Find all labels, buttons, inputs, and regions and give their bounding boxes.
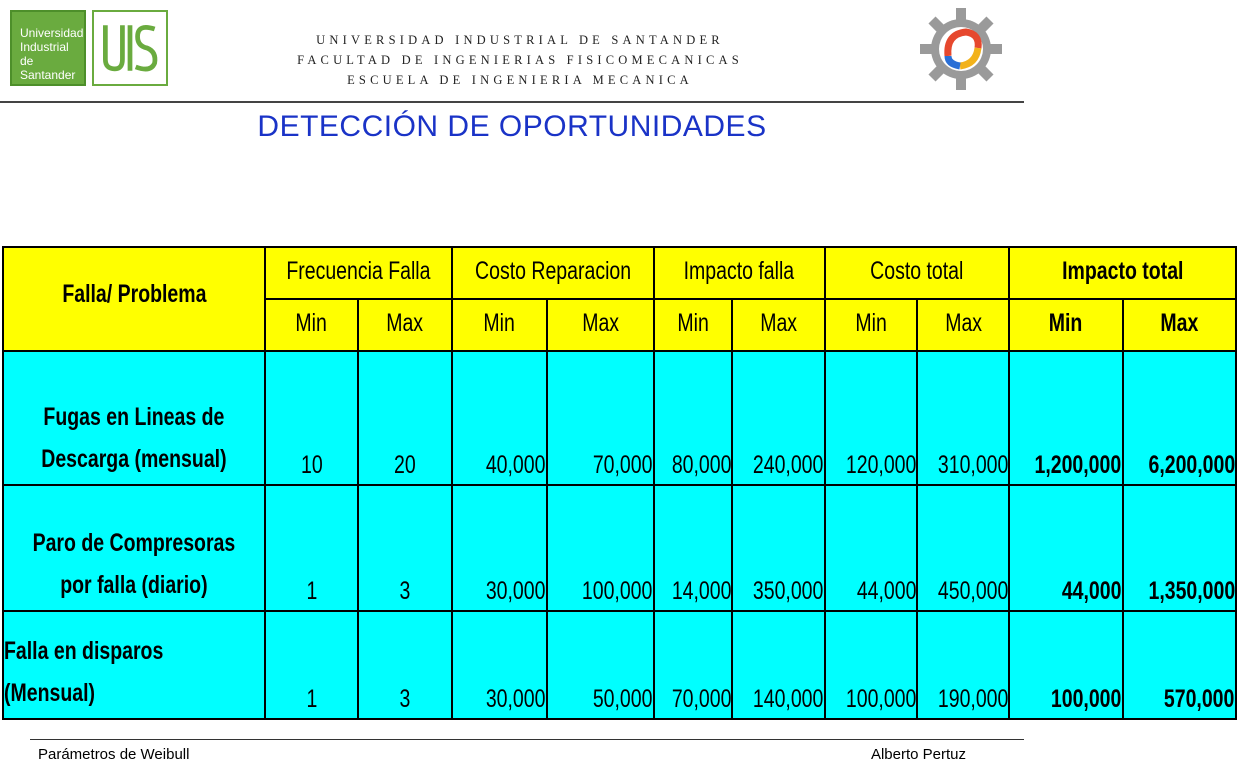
subheader-max: Max (732, 299, 824, 351)
subheader-max: Max (358, 299, 451, 351)
impact-cell: 1,200,000 (1009, 351, 1122, 485)
problem-cell: Fugas en Lineas de Descarga (mensual) (3, 351, 265, 485)
footer-divider (30, 739, 1024, 740)
value-cell: 70,000 (654, 611, 732, 719)
value-cell: 20 (358, 351, 451, 485)
column-group-frecuencia: Frecuencia Falla (265, 247, 452, 299)
value-cell: 240,000 (732, 351, 824, 485)
logo-line-2: Industrial de (20, 40, 69, 68)
column-group-costo-total: Costo total (825, 247, 1010, 299)
subheader-max: Max (1123, 299, 1236, 351)
value-cell: 70,000 (547, 351, 654, 485)
impact-cell: 570,000 (1123, 611, 1236, 719)
impact-cell: 1,350,000 (1123, 485, 1236, 611)
subheader-min: Min (654, 299, 732, 351)
value-cell: 3 (358, 485, 451, 611)
value-cell: 450,000 (917, 485, 1009, 611)
value-cell: 140,000 (732, 611, 824, 719)
impact-cell: 6,200,000 (1123, 351, 1236, 485)
subheader-min: Min (825, 299, 917, 351)
value-cell: 190,000 (917, 611, 1009, 719)
column-group-impacto-falla: Impacto falla (654, 247, 825, 299)
value-cell: 14,000 (654, 485, 732, 611)
table-row (3, 485, 1236, 611)
value-cell: 30,000 (452, 485, 547, 611)
page-title: DETECCIÓN DE OPORTUNIDADES (257, 110, 767, 143)
value-cell: 3 (358, 611, 451, 719)
column-header-problem: Falla/ Problema (3, 247, 265, 351)
value-cell: 1 (265, 485, 358, 611)
column-group-impacto-total: Impacto total (1009, 247, 1235, 299)
problem-cell: Falla en disparos (Mensual) (3, 611, 265, 719)
value-cell: 100,000 (825, 611, 917, 719)
header-line-university: UNIVERSIDAD INDUSTRIAL DE SANTANDER (316, 33, 724, 47)
problem-cell: Paro de Compresoras por falla (diario) (3, 485, 265, 611)
value-cell: 10 (265, 351, 358, 485)
table-header-row-groups (3, 247, 1236, 299)
subheader-max: Max (917, 299, 1009, 351)
logo-line-1: Universidad (20, 26, 84, 40)
impact-cell: 44,000 (1009, 485, 1122, 611)
value-cell: 44,000 (825, 485, 917, 611)
value-cell: 40,000 (452, 351, 547, 485)
value-cell: 1 (265, 611, 358, 719)
header-divider (0, 101, 1024, 103)
header-line-faculty: FACULTAD DE INGENIERIAS FISICOMECANICAS (297, 53, 743, 67)
value-cell: 100,000 (547, 485, 654, 611)
logo-line-3: Santander (20, 68, 76, 82)
uis-logo-icon (92, 10, 168, 86)
institution-header (240, 30, 800, 90)
universidad-logo (10, 10, 86, 86)
impact-cell: 100,000 (1009, 611, 1122, 719)
footer-left-text: Parámetros de Weibull (38, 746, 190, 763)
value-cell: 80,000 (654, 351, 732, 485)
value-cell: 310,000 (917, 351, 1009, 485)
table-row (3, 611, 1236, 719)
subheader-max: Max (547, 299, 654, 351)
footer-author: Alberto Pertuz (870, 746, 966, 763)
subheader-min: Min (265, 299, 358, 351)
value-cell: 350,000 (732, 485, 824, 611)
opportunities-table (2, 246, 1237, 720)
value-cell: 30,000 (452, 611, 547, 719)
value-cell: 120,000 (825, 351, 917, 485)
subheader-min: Min (1009, 299, 1122, 351)
table-row (3, 351, 1236, 485)
value-cell: 50,000 (547, 611, 654, 719)
column-group-costo-reparacion: Costo Reparacion (452, 247, 654, 299)
header-line-school: ESCUELA DE INGENIERIA MECANICA (347, 73, 693, 87)
subheader-min: Min (452, 299, 547, 351)
gear-logo-icon (918, 6, 1004, 92)
